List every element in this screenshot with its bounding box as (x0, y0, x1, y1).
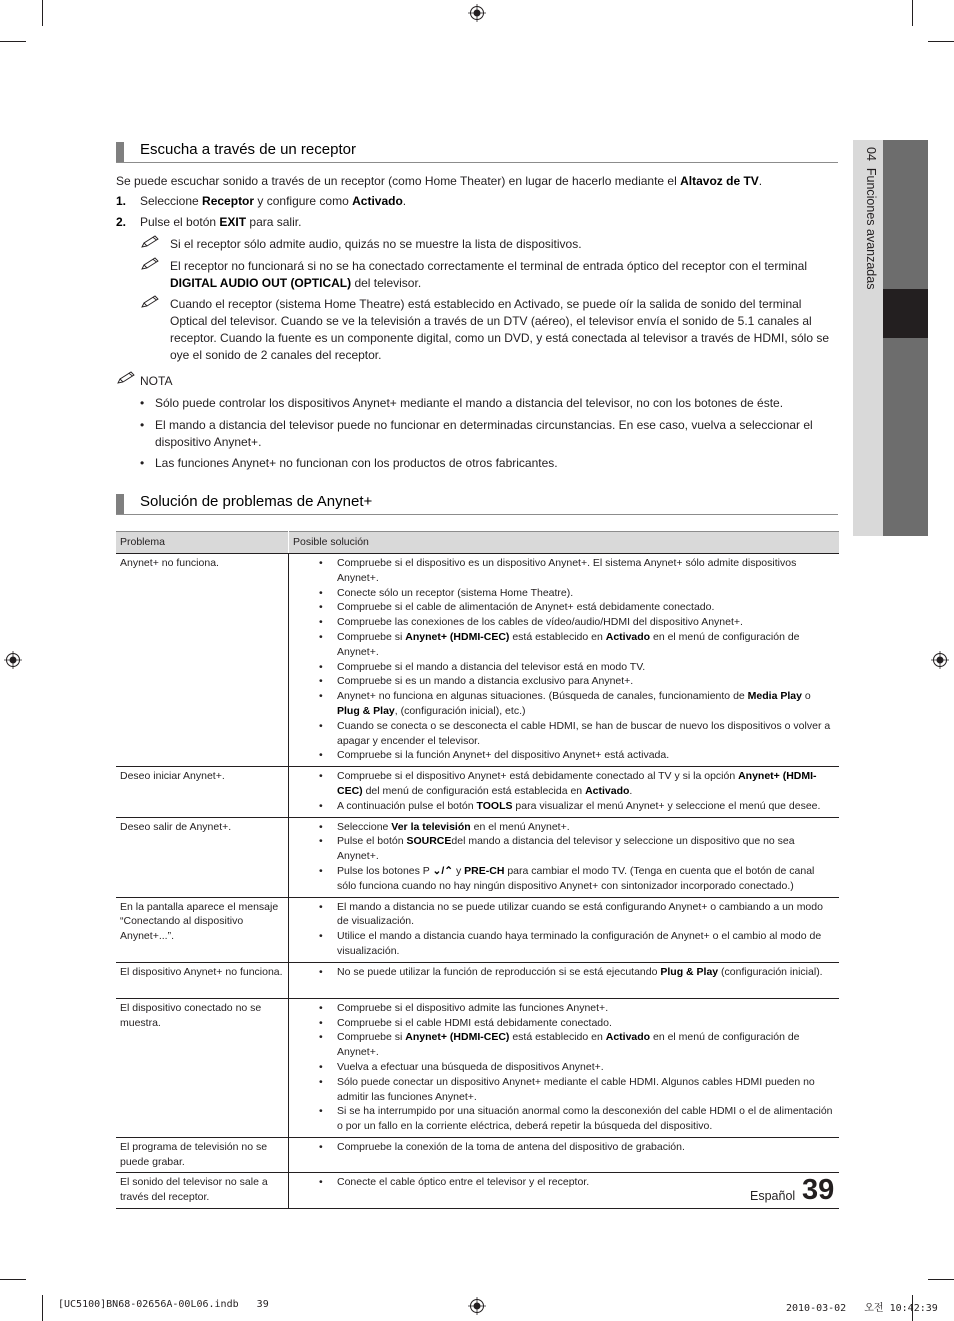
section-heading (116, 492, 838, 515)
step-item: 1. Seleccione Receptor y configure como Activado. (116, 194, 407, 208)
table-row: En la pantalla aparece el mensaje “Conectando al dispositivo Anynet+...”. • El mando a distancia no se puede utilizar cuando se está configurando Anynet+ o cambiando a un modo de visualización. • Utilice el mando a distancia cuando haya terminado la configuración de Anynet+ o el cambio al modo de visualización. (116, 897, 839, 962)
crop-mark (42, 1295, 43, 1321)
chapter-title: Funciones avanzadas (864, 167, 878, 290)
note-text: Si el receptor sólo admite audio, quizás no se muestre la lista de dispositivos. (170, 237, 582, 251)
registration-mark-icon (468, 4, 486, 22)
crop-mark (0, 41, 26, 42)
pencil-note-icon (140, 295, 160, 309)
nota-label: NOTA (140, 374, 173, 388)
chapter-number: 04 (864, 147, 878, 161)
section-title: Escucha a través de un receptor (140, 141, 356, 158)
pencil-note-icon (140, 235, 160, 249)
note-text: Cuando el receptor (sistema Home Theatre) está establecido en Activado, se puede oír la salida de sonido del terminal Optical del televisor. Cuando se ve la televisión a través de un DTV (aéreo), el televisor envía el sonido de 5.1 canales al receptor. Cuando la fuente es un componente digital, como un DVD, y está conectada al televisor a través de HDMI, sólo se oye el sonido de 2 canales del receptor. (170, 297, 830, 362)
footer-date: 2010-03-02 오전 10:42:39 (786, 1303, 938, 1314)
intro-paragraph: Se puede escuchar sonido a través de un receptor (como Home Theater) en lugar de hacerlo mediante el Altavoz de TV. (116, 174, 763, 188)
table-row: El programa de televisión no se puede grabar. • Compruebe la conexión de la toma de antena del dispositivo de grabación. (116, 1137, 839, 1173)
registration-mark-icon (4, 651, 22, 669)
page-number: 39 (802, 1174, 835, 1206)
column-header-problem: Problema (116, 532, 289, 554)
note-text: El receptor no funcionará si no se ha conectado correctamente el terminal de entrada óptico del receptor con el terminal DIGITAL AUDIO OUT (OPTICAL) del televisor. (170, 259, 808, 290)
chapter-tab-marker (883, 289, 928, 338)
table-row: El dispositivo conectado no se muestra. • Compruebe si el dispositivo admite las funciones Anynet+. • Compruebe si el cable HDMI está debidamente conectado. • Compruebe si Anynet+ (HDMI-CEC) está establecido en Activado en el menú de configuración de Anynet+. • Vuelva a efectuar una búsqueda de dispositivos Anynet+. • Sólo puede conectar un dispositivo Anynet+ mediante el cable HDMI. Algunos cables HDMI pueden no admitir las funciones Anynet+. • Si se ha interrumpido por una situación anormal como la desconexión del cable HDMI o el de alimentación o por un fallo en la corriente eléctrica, deberá repetir la búsqueda del dispositivo. (116, 998, 839, 1137)
registration-mark-icon (468, 1297, 486, 1315)
page-language: Español (750, 1189, 796, 1203)
table-row: Anynet+ no funciona. • Compruebe si el dispositivo es un dispositivo Anynet+. El sistema Anynet+ sólo admite dispositivos Anynet+. • Conecte sólo un receptor (sistema Home Theatre). • Compruebe si el cable de alimentación de Anynet+ está debidamente conectado. • Compruebe las conexiones de los cables de vídeo/audio/HDMI del dispositivo Anynet+. • Compruebe si Anynet+ (HDMI-CEC) está establecido en Activado en el menú de configuración de Anynet+. • Compruebe si el mando a distancia del televisor está en modo TV. • Compruebe si es un mando a distancia exclusivo para Anynet+. • Anynet+ no funciona en algunas situaciones. (Búsqueda de canales, funcionamiento de Media Play o Plug & Play, (configuración inicial), etc.) • Cuando se conecta o se desconecta el cable HDMI, se han de buscar de nuevo los dispositivos o volver a apagar y encender el televisor. • Compruebe si la función Anynet+ del dispositivo Anynet+ está activada. (116, 554, 839, 767)
pencil-note-icon (116, 371, 136, 385)
section-heading (116, 140, 838, 163)
section-title: Solución de problemas de Anynet+ (140, 493, 373, 510)
table-row: Deseo salir de Anynet+. • Seleccione Ver la televisión en el menú Anynet+. • Pulse el botón SOURCEdel mando a distancia del televisor y seleccione un dispositivo que no sea Anynet+. • Pulse los botones P ⌄/⌃ y PRE-CH para cambiar el modo TV. (Tenga en cuenta que el botón de canal sólo funciona cuando no hay ningún dispositivo Anynet+ con sintonizador incorporado conectado.) (116, 817, 839, 897)
chapter-tab-dark (883, 140, 928, 536)
crop-mark (0, 1279, 26, 1280)
step-item: 2. Pulse el botón EXIT para salir. (116, 215, 302, 229)
table-row: Deseo iniciar Anynet+. • Compruebe si el dispositivo Anynet+ está debidamente conectado al TV y si la opción Anynet+ (HDMI-CEC) del menú de configuración está establecida en Activado. • A continuación pulse el botón TOOLS para visualizar el menú Anynet+ y seleccione el menú que desee. (116, 767, 839, 817)
crop-mark (42, 0, 43, 26)
column-header-solution: Posible solución (289, 532, 840, 554)
footer-file: [UC5100]BN68-02656A-00L06.indb 39 (58, 1299, 269, 1310)
crop-mark (928, 41, 954, 42)
crop-mark (912, 0, 913, 26)
pencil-note-icon (140, 257, 160, 271)
channel-arrows-icon: ⌄/⌃ (432, 864, 454, 877)
crop-mark (928, 1279, 954, 1280)
table-row: El dispositivo Anynet+ no funciona. • No se puede utilizar la función de reproducción si se está ejecutando Plug & Play (configuración inicial). (116, 962, 839, 998)
chapter-label (858, 147, 878, 327)
troubleshooting-table (116, 531, 839, 1209)
table-row: El sonido del televisor no sale a través del receptor. • Conecte el cable óptico entre el televisor y el receptor. (116, 1173, 839, 1209)
registration-mark-icon (931, 651, 949, 669)
